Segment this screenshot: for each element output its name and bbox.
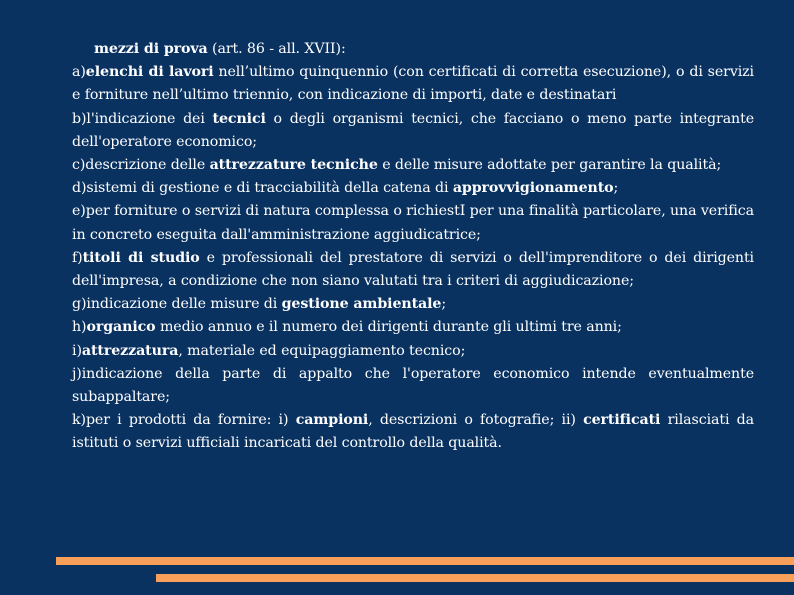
item-text: descrizione delle [85,157,210,174]
accent-bar-bottom [156,574,794,582]
item-text: e professionali del prestatore di servizi o dell'imprenditore o dei dirigenti dell'impresa, a condizione che non siano valutati tra i criteri di aggiudicazione; [72,249,754,290]
title-bold: mezzi di prova [94,41,208,57]
item-text: sistemi di gestione e di tracciabilità della catena di [86,180,453,197]
list-item-i [72,340,754,363]
item-text: medio annuo e il numero dei dirigenti durante gli ultimi tre anni; [155,319,622,336]
list-item-j [72,363,754,409]
item-prefix: i) [72,342,82,359]
item-text: rilasciati da istituti o servizi ufficiali incaricati del controllo della qualità. [72,412,755,452]
item-bold: attrezzatura [81,342,179,359]
item-text: l'indicazione dei [86,110,213,127]
item-bold: elenchi di lavori [85,64,214,81]
slide-title [94,38,754,61]
item-bold: gestione ambientale [281,296,442,313]
list-item-c [72,154,754,177]
item-text: o degli organismi tecnici, che facciano o meno parte integrante dell'operatore economico; [72,110,754,150]
item-bold: titoli di studio [82,249,200,266]
item-prefix: c) [72,157,86,174]
title-rest: (art. 86 - all. XVII): [207,41,346,57]
item-text: indicazione della parte di appalto che l'operatore economico intende eventualmente subappaltare; [72,365,754,406]
list-item-k [72,409,754,455]
item-prefix: k) [72,412,86,429]
slide-content [72,38,754,456]
list-item-b [72,108,754,154]
item-prefix: d) [72,180,87,197]
item-text: per i prodotti da fornire: i) [85,412,296,429]
list-item-g [72,293,754,316]
list-item-h [72,316,754,339]
item-prefix: j) [72,365,82,382]
item-text: ; [613,180,619,197]
item-text: , descrizioni o fotografie; ii) [368,412,584,429]
item-text: , materiale ed equipaggiamento tecnico; [178,342,466,359]
item-prefix: f) [72,249,83,266]
item-text: per forniture o servizi di natura complessa o richiestI per una finalità particolare, una verifica in concreto eseguita dall'amministrazione aggiudicatrice; [72,203,754,243]
accent-bar-top [56,557,794,565]
item-bold: approvvigionamento [452,180,614,197]
item-bold: tecnici [212,110,266,127]
item-text: nell’ultimo quinquennio (con certificati di corretta esecuzione), o di servizi e forniture nell’ultimo triennio, con indicazione di importi, date e destinatari [72,64,754,104]
list-item-e [72,200,754,246]
item-prefix: g) [72,296,87,313]
item-text: e delle misure adottate per garantire la qualità; [377,157,722,174]
list-item-a [72,61,754,107]
item-prefix: h) [72,319,87,336]
item-text: indicazione delle misure di [86,296,282,313]
item-bold: certificati [583,412,661,429]
list-item-d [72,177,754,200]
item-text: ; [441,296,447,313]
item-prefix: a) [72,64,86,81]
item-prefix: b) [72,110,87,127]
item-bold: organico [86,319,156,336]
list-item-f [72,247,754,293]
item-prefix: e) [72,203,86,220]
item-bold: attrezzature tecniche [209,157,378,174]
item-bold: campioni [295,412,369,429]
